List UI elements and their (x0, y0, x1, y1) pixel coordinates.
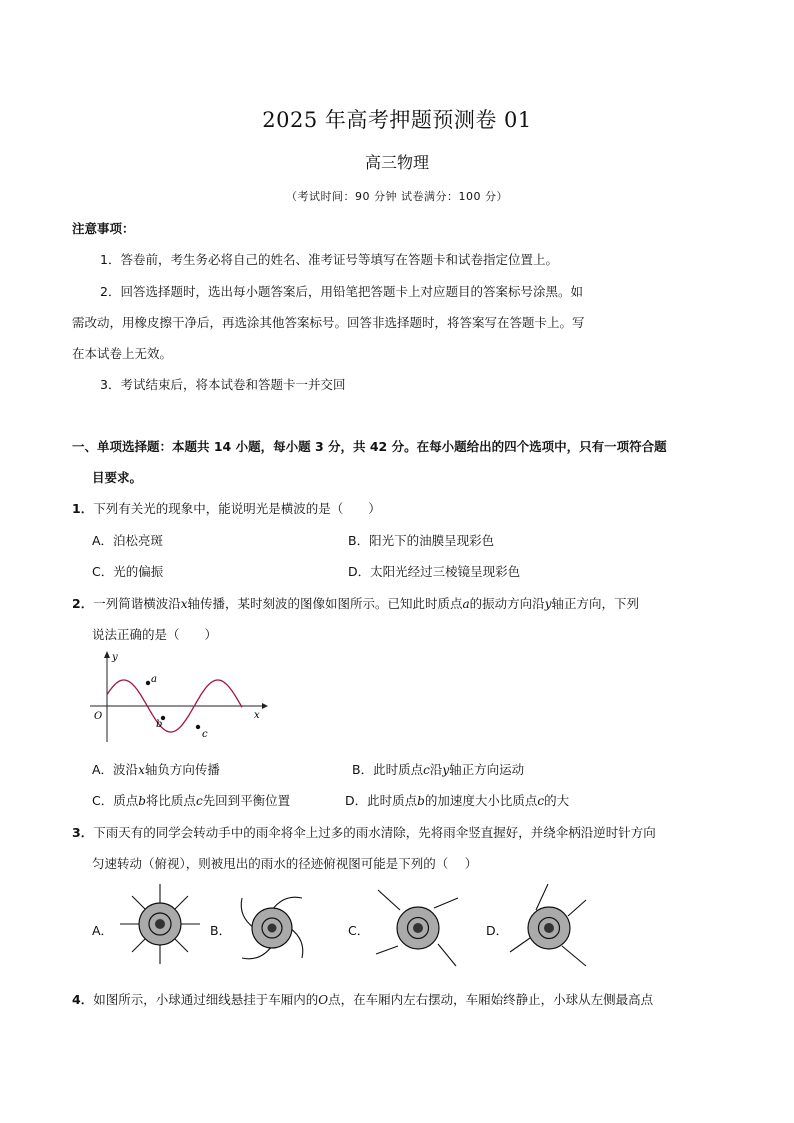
question-2-stem-line-2: 说法正确的是（ ） (92, 627, 218, 642)
question-1-option-c: C．光的偏振 (92, 564, 164, 579)
question-1-option-d: D．太阳光经过三棱镜呈现彩色 (348, 564, 521, 579)
question-number: 1． (72, 501, 94, 516)
origin-label: O (94, 711, 103, 722)
umbrella-option-d (506, 882, 592, 970)
umbrella-option-a (118, 882, 202, 966)
umbrella-handle (413, 923, 423, 933)
question-3-label-b: B． (210, 923, 232, 938)
question-3-label-c: C． (348, 923, 370, 938)
umbrella-handle (544, 923, 554, 933)
notice-heading: 注意事项： (72, 221, 135, 236)
wave-graph (90, 650, 270, 745)
y-axis-label: y (112, 652, 118, 663)
point-a-dot (146, 681, 150, 685)
section-heading-line-2: 目要求。 (92, 470, 143, 485)
point-a-label: a (151, 674, 157, 685)
x-axis-label: x (254, 710, 260, 721)
question-1-option-b: B．阳光下的油膜呈现彩色 (348, 533, 495, 548)
exam-title: 2025 年高考押题预测卷 01 (262, 108, 532, 132)
question-4-stem-line-1: 4．如图所示，小球通过细线悬挂于车厢内的O点，在车厢内左右摆动，车厢始终静止，小球从左侧最高点 (72, 992, 654, 1007)
question-3-label-d: D． (486, 923, 509, 938)
question-1-stem: 1．下列有关光的现象中，能说明光是横波的是（ ） (72, 501, 381, 516)
notice-item-2-line-2: 需改动，用橡皮擦干净后，再选涂其他答案标号。回答非选择题时，将答案写在答题卡上。写 (72, 315, 585, 330)
umbrella-handle (268, 924, 277, 933)
point-c-label: c (202, 729, 208, 740)
question-2-option-c: C．质点b将比质点c先回到平衡位置 (92, 793, 291, 808)
point-c-dot (196, 725, 200, 729)
point-b-label: b (156, 719, 163, 730)
question-3-stem-line-2: 匀速转动（俯视），则被甩出的雨水的径迹俯视图可能是下列的（ ） (92, 856, 478, 871)
x-axis-arrow-icon (262, 703, 268, 709)
notice-item-2-line-3: 在本试卷上无效。 (72, 346, 173, 361)
notice-item-3: 3．考试结束后，将本试卷和答题卡一并交回 (100, 377, 346, 392)
exam-info: （考试时间：90 分钟 试卷满分：100 分） (286, 190, 508, 203)
y-axis-arrow-icon (104, 651, 110, 658)
question-2-option-b: B．此时质点c沿y轴正方向运动 (352, 762, 525, 777)
notice-item-1: 1．答卷前，考生务必将自己的姓名、准考证号等填写在答题卡和试卷指定位置上。 (100, 252, 558, 267)
section-heading-line-1: 一、单项选择题：本题共 14 小题，每小题 3 分，共 42 分。在每小题给出的四个选项中，只有一项符合题 (72, 439, 667, 454)
question-2-stem-line-1: 2．一列简谐横波沿x轴传播，某时刻波的图像如图所示。已知此时质点a的振动方向沿y轴正方向，下列 (72, 596, 639, 611)
umbrella-option-c (372, 884, 462, 972)
question-3-label-a: A． (92, 923, 114, 938)
umbrella-option-b (232, 888, 312, 968)
question-2-option-a: A．波沿x轴负方向传播 (92, 762, 220, 777)
question-2-option-d: D．此时质点b的加速度大小比质点c的大 (345, 793, 570, 808)
subject-title: 高三物理 (364, 153, 429, 172)
notice-item-2-line-1: 2．回答选择题时，选出每小题答案后，用铅笔把答题卡上对应题目的答案标号涂黑。如 (100, 284, 583, 299)
question-3-stem-line-1: 3．下雨天有的同学会转动手中的雨伞将伞上过多的雨水清除，先将雨伞竖直握好，并绕伞柄沿逆时针方向 (72, 825, 656, 840)
question-1-option-a: A．泊松亮斑 (92, 533, 164, 548)
umbrella-handle (155, 919, 165, 929)
